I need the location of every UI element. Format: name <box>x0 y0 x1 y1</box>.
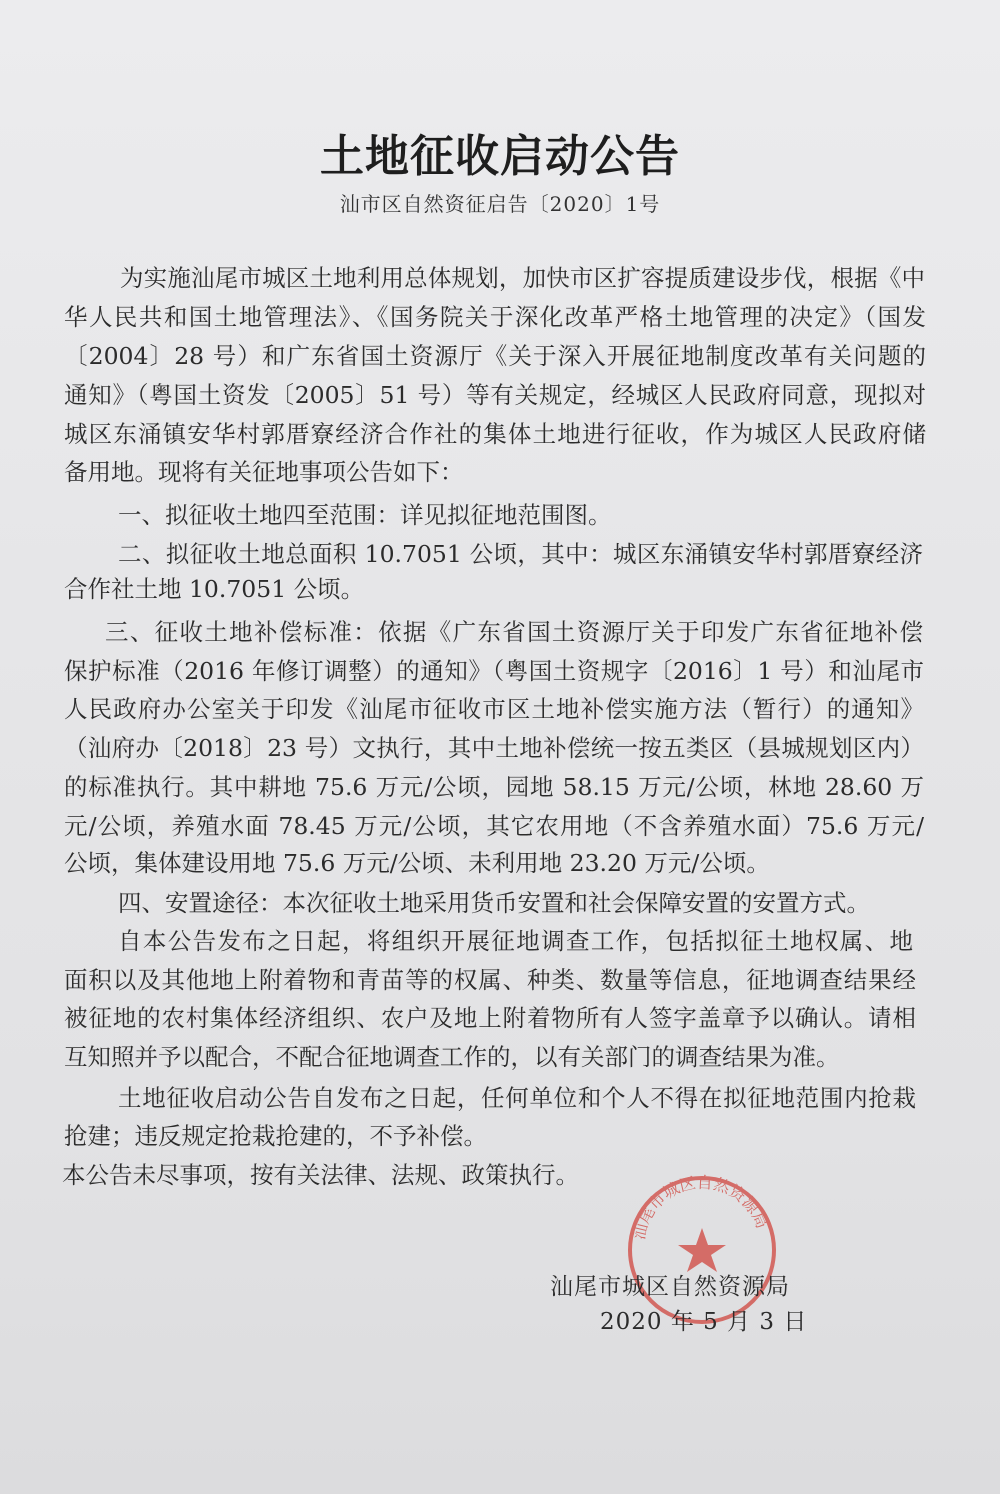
body-line: 华人民共和国土地管理法》、《国务院关于深化改革严格土地管理的决定》（国发 <box>64 303 926 331</box>
body-line: 被征地的农村集体经济组织、农户及地上附着物所有人签字盖章予以确认。请相 <box>64 1004 916 1032</box>
body-line: 二、拟征收土地总面积 10.7051 公顷，其中：城区东涌镇安华村郭厝寮经济 <box>118 540 923 568</box>
body-line: 〔2004〕28 号）和广东省国土资源厅《关于深入开展征地制度改革有关问题的 <box>64 342 926 370</box>
svg-text:汕尾市城区自然资源局 <box>629 1173 772 1242</box>
body-line: 公顷，集体建设用地 75.6 万元/公顷、未利用地 23.20 万元/公顷。 <box>64 849 770 877</box>
notice-title: 土地征收启动公告 <box>320 131 680 182</box>
body-line: 一、拟征收土地四至范围：详见拟征地范围图。 <box>118 501 612 529</box>
body-line: 备用地。现将有关征地事项公告如下： <box>64 458 464 486</box>
body-line: （汕府办〔2018〕23 号）文执行，其中土地补偿统一按五类区（县城规划区内） <box>64 734 924 762</box>
body-line: 本公告未尽事项，按有关法律、法规、政策执行。 <box>62 1161 579 1189</box>
body-line: 合作社土地 10.7051 公顷。 <box>64 575 365 603</box>
body-line: 面积以及其他地上附着物和青苗等的权属、种类、数量等信息，征地调查结果经 <box>64 966 916 994</box>
body-line: 土地征收启动公告自发布之日起，任何单位和个人不得在拟征地范围内抢栽 <box>118 1084 916 1112</box>
body-line: 互知照并予以配合，不配合征地调查工作的，以有关部门的调查结果为准。 <box>64 1043 840 1071</box>
body-line: 三、征收土地补偿标准：依据《广东省国土资源厅关于印发广东省征地补偿 <box>105 618 923 646</box>
body-line: 的标准执行。其中耕地 75.6 万元/公顷，园地 58.15 万元/公顷，林地 28.60 万 <box>64 773 924 801</box>
seal-text: 汕尾市城区自然资源局 <box>629 1172 772 1242</box>
body-line: 通知》（粤国土资发〔2005〕51 号）等有关规定，经城区人民政府同意，现拟对 <box>64 381 926 409</box>
body-line: 抢建；违反规定抢栽抢建的，不予补偿。 <box>64 1122 487 1150</box>
body-line: 自本公告发布之日起，将组织开展征地调查工作，包括拟征土地权属、地 <box>118 927 913 955</box>
body-line: 城区东涌镇安华村郭厝寮经济合作社的集体土地进行征收，作为城区人民政府储 <box>64 420 926 448</box>
body-line: 为实施汕尾市城区土地利用总体规划，加快市区扩容提质建设步伐，根据《中 <box>120 264 925 292</box>
body-line: 元/公顷，养殖水面 78.45 万元/公顷，其它农用地（不含养殖水面）75.6 万元/ <box>64 812 924 840</box>
body-line: 人民政府办公室关于印发《汕尾市征收市区土地补偿实施方法（暂行）的通知》 <box>64 695 924 723</box>
body-line: 保护标准（2016 年修订调整）的通知》（粤国土资规字〔2016〕1 号）和汕尾市 <box>64 657 924 685</box>
body-line: 四、安置途径：本次征收土地采用货币安置和社会保障安置的安置方式。 <box>118 889 870 917</box>
issuer-name: 汕尾市城区自然资源局 <box>550 1274 790 1300</box>
issue-date: 2020 年 5 月 3 日 <box>600 1309 808 1335</box>
document-number: 汕市区自然资征启告〔2020〕1号 <box>339 192 661 216</box>
